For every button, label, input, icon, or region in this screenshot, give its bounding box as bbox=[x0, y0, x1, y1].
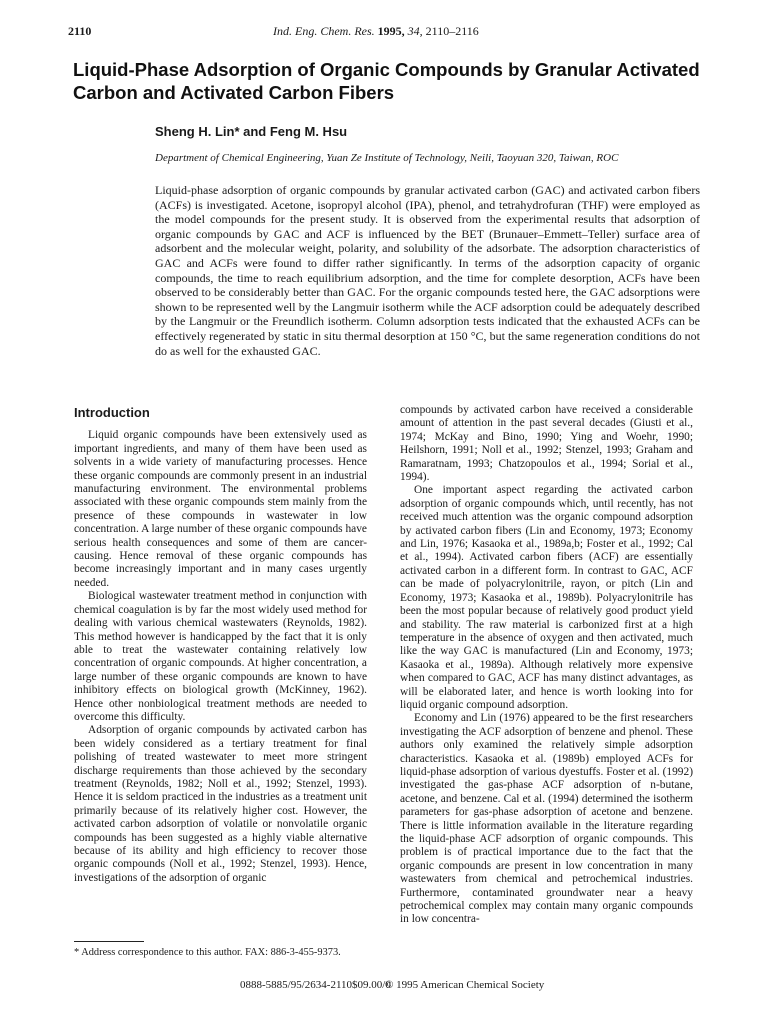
journal-volume: 34, bbox=[407, 24, 423, 38]
copyright-notice: © 1995 American Chemical Society bbox=[385, 979, 545, 991]
abstract: Liquid-phase adsorption of organic compounds by granular activated carbon (GAC) and activated carbon fibers (ACFs) is investigated. Acetone, isopropyl alcohol (IPA), phenol, and tetrahydrofuran (THF) were employed as the model compounds for the present study. It is observed from the experimental results that adsorption of organic compounds by GAC and ACF is influenced by the BET (Brunauer–Emmett–Teller) surface area of adsorbent and the molecular weight, polarity, and solubility of the adsorbate. The adsorption characteristics of GAC and ACFs were found to differ rather significantly. In terms of the adsorption capacity of organic compounds, the time to reach equilibrium adsorption, and the time for complete desorption, ACFs have been observed to be considerably better than GAC. For the organic compounds tested here, the GAC adsorptions were shown to be represented well by the Langmuir isotherm while the ACF adsorption could be adequately described by the Langmuir or the Freundlich isotherm. Column adsorption tests indicated that the exhausted ACFs can be effectively regenerated by static in situ thermal desorption at 150 °C, but the same regeneration conditions do not do as well for the exhausted GAC. bbox=[155, 183, 700, 358]
running-header bbox=[68, 24, 708, 40]
journal-year: 1995, bbox=[377, 24, 405, 38]
paragraph: Liquid organic compounds have been extensively used as important ingredients, and many of them have been used as solvents in a wide variety of manufacturing processes. Hence these organic compounds are commonly present in an industrial manufacturing environment. The environmental problems associated with these organic compounds stem mainly from the presence of these compounds in wastewater in low concentration. A large number of these organic compounds have serious health consequences and some of them are cancer-causing. Hence removal of these organic compounds has become increasingly important and in many cases urgently needed. bbox=[74, 429, 367, 589]
paragraph: Adsorption of organic compounds by activated carbon has been widely considered as a tertiary treatment for final polishing of treated wastewater to meet more stringent discharge requirements than those achieved by the secondary treatment (Reynolds, 1982; Noll et al., 1992; Stenzel, 1993). Hence it is seldom practiced in the industries as a treatment unit primarily because of its relatively higher cost. However, the activated carbon adsorption of volatile or nonvolatile organic compounds has been suggested as a highly viable alternative because of its ability and high efficiency to recover those organic compounds (Noll et al., 1992; Stenzel, 1993). Hence, investigations of the adsorption of organic bbox=[74, 724, 367, 884]
paragraph: compounds by activated carbon have received a considerable amount of attention in the past several decades (Giusti et al., 1974; McKay and Bino, 1990; Ying and Woehr, 1990; Heilshorn, 1991; Noll et al., 1992; Stenzel, 1993; Graham and Ramaratnam, 1993; Chatzopoulos et al., 1994; Sorial et al., 1994). bbox=[400, 404, 693, 484]
paragraph: Economy and Lin (1976) appeared to be the first researchers investigating the ACF adsorption of benzene and phenol. These authors only examined the relatively simple adsorption characteristics. Kasaoka et al. (1989b) employed ACFs for liquid-phase adsorption of various dyestuffs. Foster et al. (1992) investigated the gas-phase ACF adsorption of n-butane, acetone, and benzene. Cal et al. (1994) determined the isotherm parameters for gas-phase adsorption of acetone and benzene. There is little information available in the literature regarding the liquid-phase ACF adsorption of organic compounds. This problem is of practical importance due to the fact that the organic compounds are present in low concentration in many wastewaters from chemical and petrochemical industries. Furthermore, contaminated groundwater near a heavy petrochemical complex may contain many organic compounds in low concentra- bbox=[400, 712, 693, 926]
page-footer bbox=[0, 979, 768, 995]
right-column bbox=[400, 404, 693, 927]
page-number: 2110 bbox=[68, 24, 92, 38]
article-authors: Sheng H. Lin* and Feng M. Hsu bbox=[155, 124, 348, 139]
article-code: 0888-5885/95/2634-2110$09.00/0 bbox=[240, 979, 391, 991]
author-affiliation: Department of Chemical Engineering, Yuan Ze Institute of Technology, Neili, Taoyuan 320, Taiwan, ROC bbox=[155, 152, 619, 164]
article-title: Liquid-Phase Adsorption of Organic Compounds by Granular Activated Carbon and Activated Carbon Fibers bbox=[73, 59, 700, 103]
section-heading-introduction: Introduction bbox=[74, 405, 150, 420]
correspondence-footnote: * Address correspondence to this author. FAX: 886-3-455-9373. bbox=[74, 947, 341, 958]
journal-pages: 2110–2116 bbox=[425, 24, 479, 38]
journal-citation bbox=[273, 24, 479, 39]
footnote-divider bbox=[74, 941, 144, 942]
left-column bbox=[74, 404, 367, 885]
journal-name: Ind. Eng. Chem. Res. bbox=[273, 24, 375, 38]
paragraph: Biological wastewater treatment method in conjunction with chemical coagulation is by far the most widely used method for dealing with various chemical wastewaters (Reynolds, 1982). This method however is handicapped by the fact that it is only able to treat the wastewater containing relatively low concentration of organic compounds. At higher concentration, a large number of these organic compounds are known to have inhibitory effects on biological growth (McKinney, 1962). Hence other nonbiological treatment methods are needed to overcome this difficulty. bbox=[74, 590, 367, 723]
paragraph: One important aspect regarding the activated carbon adsorption of organic compounds which, until recently, has not received much attention was the organic compound adsorption by activated carbon fibers (Lin and Economy, 1973; Economy and Lin, 1976; Kasaoka et al., 1989a,b; Foster et al., 1992; Cal et al., 1994). Activated carbon fibers (ACF) are essentially activated carbon in a different form. In contrast to GAC, ACF can be made of polyacrylonitrile, rayon, or pitch (Lin and Economy, 1973; Kasaoka et al., 1989b). Polyacrylonitrile has been the most popular because of relatively good product yield and stability. The raw material is carbonized first at a high temperature in the absence of oxygen and then activated, much like the way GAC is manufactured (Lin and Economy, 1973; Kasaoka et al., 1989a). Although relatively more expensive when compared to GAC, ACF has many distinct advantages, as will be elaborated later, and hence is worth looking into for liquid organic compound adsorption. bbox=[400, 484, 693, 711]
